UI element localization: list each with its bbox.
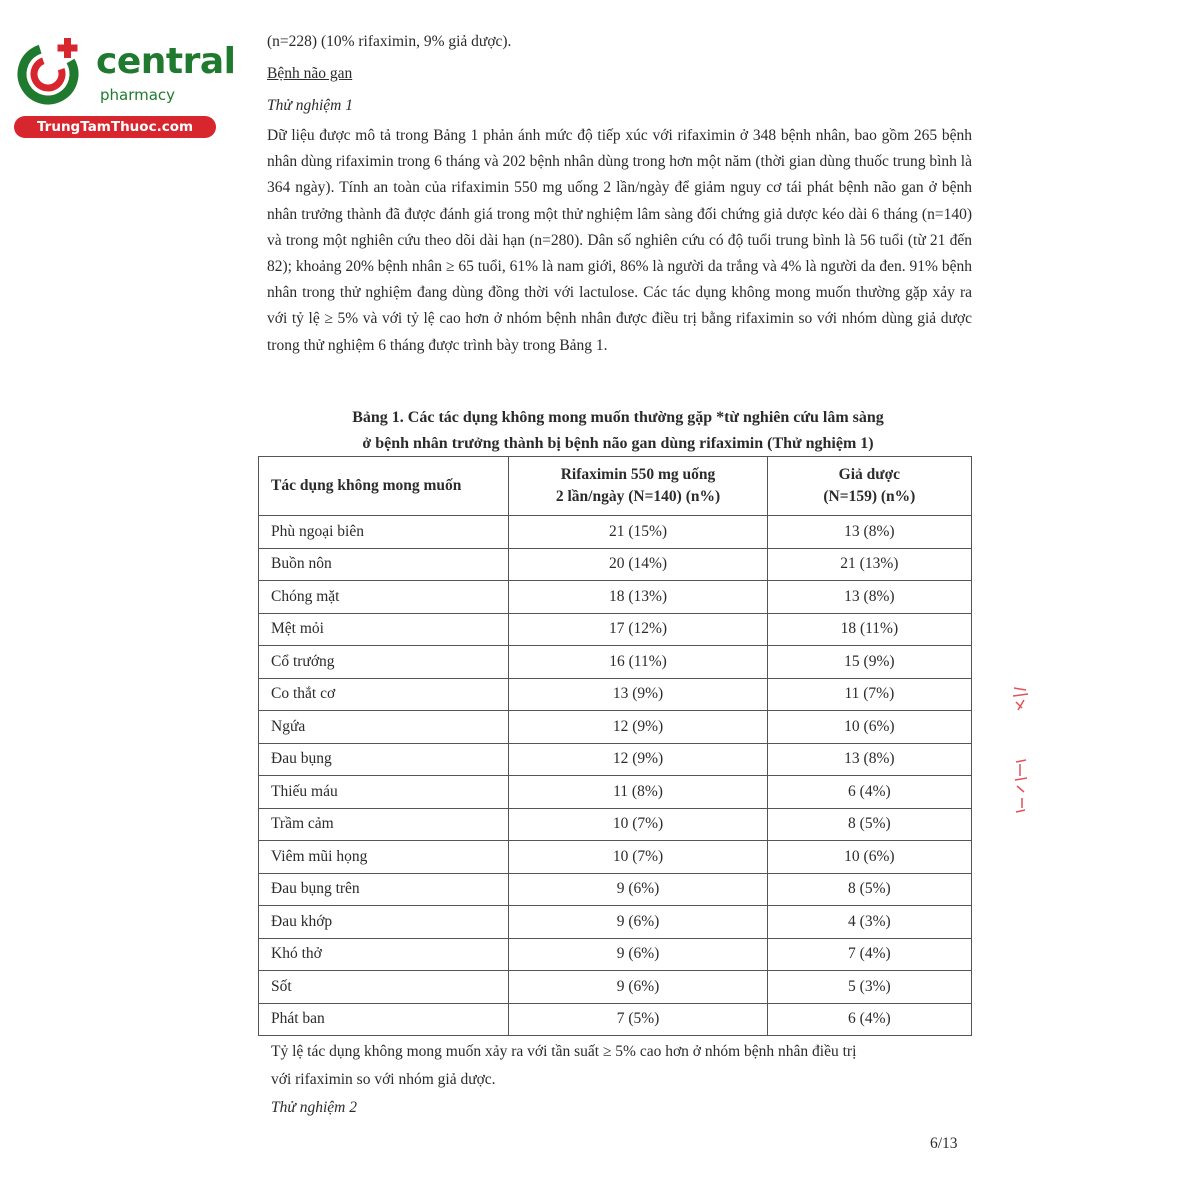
table-footnote — [271, 1038, 971, 1094]
cell-placebo: 6 (4%) — [767, 1003, 971, 1036]
cell-placebo: 7 (4%) — [767, 938, 971, 971]
cell-placebo: 11 (7%) — [767, 678, 971, 711]
cell-rifaximin: 9 (6%) — [509, 971, 767, 1004]
cell-adverse-effect: Co thắt cơ — [259, 678, 509, 711]
adverse-effects-table — [258, 456, 972, 1036]
brand-name: central — [96, 41, 236, 82]
cell-placebo: 4 (3%) — [767, 906, 971, 939]
cell-placebo: 13 (8%) — [767, 516, 971, 549]
cell-placebo: 21 (13%) — [767, 548, 971, 581]
table-row — [259, 841, 972, 874]
cell-rifaximin: 9 (6%) — [509, 938, 767, 971]
cell-placebo: 18 (11%) — [767, 613, 971, 646]
cell-rifaximin: 12 (9%) — [509, 711, 767, 744]
table-row — [259, 776, 972, 809]
continued-text-line: (n=228) (10% rifaximin, 9% giả dược). — [267, 33, 512, 50]
section-heading: Bệnh não gan — [267, 65, 353, 82]
brand-logo — [8, 36, 236, 136]
cell-placebo: 8 (5%) — [767, 873, 971, 906]
cell-rifaximin: 18 (13%) — [509, 581, 767, 614]
cell-placebo: 6 (4%) — [767, 776, 971, 809]
central-pharmacy-logo-icon — [14, 36, 86, 108]
cell-rifaximin: 10 (7%) — [509, 808, 767, 841]
cell-placebo: 15 (9%) — [767, 646, 971, 679]
table-caption-line1: Bảng 1. Các tác dụng không mong muốn thường gặp *từ nghiên cứu lâm sàng — [352, 409, 884, 426]
page-number: 6/13 — [930, 1135, 958, 1152]
header-placebo-line1: Giả dược — [838, 466, 901, 483]
table-row — [259, 1003, 972, 1036]
cell-rifaximin: 20 (14%) — [509, 548, 767, 581]
cell-adverse-effect: Đau bụng trên — [259, 873, 509, 906]
cell-placebo: 13 (8%) — [767, 743, 971, 776]
header-rifaximin-line1: Rifaximin 550 mg uống — [560, 466, 716, 483]
table-caption-line2: ở bệnh nhân trưởng thành bị bệnh não gan dùng rifaximin (Thử nghiệm 1) — [362, 435, 874, 452]
table-row — [259, 938, 972, 971]
table-caption — [262, 405, 974, 457]
trial1-heading: Thử nghiệm 1 — [267, 97, 353, 114]
cell-rifaximin: 9 (6%) — [509, 873, 767, 906]
cell-rifaximin: 13 (9%) — [509, 678, 767, 711]
cell-adverse-effect: Chóng mặt — [259, 581, 509, 614]
table-footnote-line2: với rifaximin so với nhóm giả dược. — [271, 1071, 496, 1088]
cell-adverse-effect: Thiếu máu — [259, 776, 509, 809]
cell-placebo: 10 (6%) — [767, 711, 971, 744]
cell-adverse-effect: Viêm mũi họng — [259, 841, 509, 874]
brand-site-badge: TrungTamThuoc.com — [14, 116, 216, 138]
table-header-row — [259, 457, 972, 516]
table-row — [259, 516, 972, 549]
table-row — [259, 906, 972, 939]
cell-rifaximin: 21 (15%) — [509, 516, 767, 549]
cell-adverse-effect: Ngứa — [259, 711, 509, 744]
cell-rifaximin: 12 (9%) — [509, 743, 767, 776]
cell-rifaximin: 11 (8%) — [509, 776, 767, 809]
table-row — [259, 873, 972, 906]
red-stamp-mark-icon — [1008, 680, 1034, 830]
table-row — [259, 548, 972, 581]
cell-rifaximin: 17 (12%) — [509, 613, 767, 646]
cell-adverse-effect: Cổ trướng — [259, 646, 509, 679]
cell-adverse-effect: Phát ban — [259, 1003, 509, 1036]
brand-tagline: pharmacy — [100, 86, 176, 104]
table-row — [259, 581, 972, 614]
table-row — [259, 613, 972, 646]
cell-adverse-effect: Buồn nôn — [259, 548, 509, 581]
cell-adverse-effect: Mệt mỏi — [259, 613, 509, 646]
cell-adverse-effect: Trầm cảm — [259, 808, 509, 841]
cell-adverse-effect: Đau khớp — [259, 906, 509, 939]
table-row — [259, 808, 972, 841]
header-rifaximin-line2: 2 lần/ngày (N=140) (n%) — [555, 488, 721, 505]
cell-rifaximin: 16 (11%) — [509, 646, 767, 679]
header-placebo-line2: (N=159) (n%) — [823, 488, 916, 505]
header-adverse-effect: Tác dụng không mong muốn — [259, 457, 509, 516]
cell-placebo: 5 (3%) — [767, 971, 971, 1004]
cell-placebo: 10 (6%) — [767, 841, 971, 874]
cell-rifaximin: 10 (7%) — [509, 841, 767, 874]
table-row — [259, 678, 972, 711]
header-rifaximin — [509, 457, 767, 516]
cell-adverse-effect: Khó thở — [259, 938, 509, 971]
table-row — [259, 743, 972, 776]
cell-adverse-effect: Phù ngoại biên — [259, 516, 509, 549]
cell-rifaximin: 9 (6%) — [509, 906, 767, 939]
cell-adverse-effect: Đau bụng — [259, 743, 509, 776]
header-placebo — [767, 457, 971, 516]
trial2-heading: Thử nghiệm 2 — [271, 1099, 357, 1116]
table-row — [259, 711, 972, 744]
table-footnote-line1: Tỷ lệ tác dụng không mong muốn xảy ra với tần suất ≥ 5% cao hơn ở nhóm bệnh nhân điều trị — [271, 1043, 857, 1060]
cell-rifaximin: 7 (5%) — [509, 1003, 767, 1036]
cell-placebo: 8 (5%) — [767, 808, 971, 841]
table-row — [259, 646, 972, 679]
cell-adverse-effect: Sốt — [259, 971, 509, 1004]
cell-placebo: 13 (8%) — [767, 581, 971, 614]
body-paragraph: Dữ liệu được mô tả trong Bảng 1 phản ánh mức độ tiếp xúc với rifaximin ở 348 bệnh nhân, bao gồm 265 bệnh nhân dùng rifaximin trong 6 tháng và 202 bệnh nhân dùng trong hơn một năm (thời gian dùng thuốc trung bình là 364 ngày). Tính an toàn của rifaximin 550 mg uống 2 lần/ngày để giảm nguy cơ tái phát bệnh não gan ở bệnh nhân trưởng thành đã được đánh giá trong một thử nghiệm lâm sàng đối chứng giả dược kéo dài 6 tháng (n=140) và trong một nghiên cứu theo dõi dài hạn (n=280). Dân số nghiên cứu có độ tuổi trung bình là 56 tuổi (từ 21 đến 82); khoảng 20% bệnh nhân ≥ 65 tuổi, 61% là nam giới, 86% là người da trắng và 4% là người da đen. 91% bệnh nhân trong thử nghiệm đang dùng đồng thời với lactulose. Các tác dụng không mong muốn thường gặp xảy ra với tỷ lệ ≥ 5% và với tỷ lệ cao hơn ở nhóm bệnh nhân được điều trị bằng rifaximin so với nhóm dùng giả dược trong thử nghiệm 6 tháng được trình bày trong Bảng 1. — [267, 127, 972, 354]
table-row — [259, 971, 972, 1004]
